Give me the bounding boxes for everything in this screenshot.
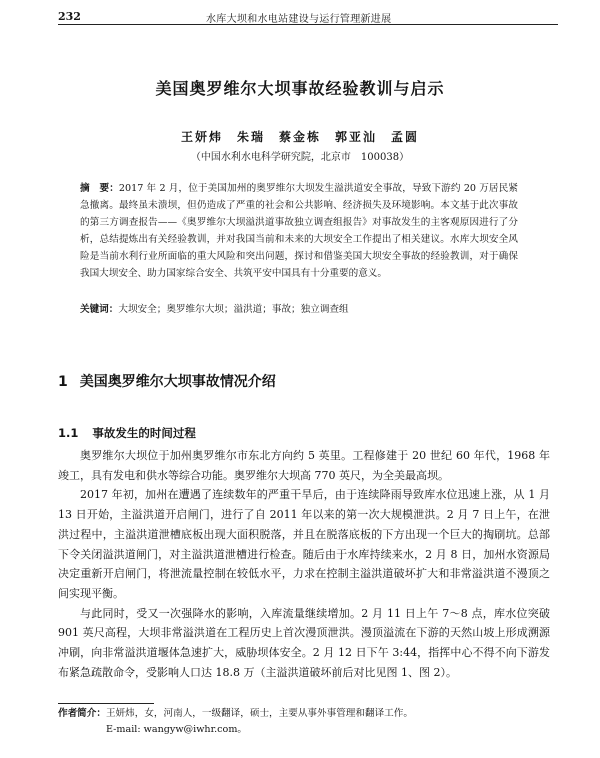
footnote xyxy=(58,706,550,738)
affiliation: （中国水利水电科学研究院，北京市 100038） xyxy=(190,152,410,163)
footnote-author-label: 作者简介： xyxy=(58,708,106,719)
page-number: 232 xyxy=(58,10,81,23)
body-text xyxy=(58,446,550,682)
author-list: 王妍炜 朱瑞 蔡金栋 郭亚汕 孟圆 xyxy=(180,130,419,144)
keywords xyxy=(80,303,518,317)
section-heading xyxy=(58,371,276,391)
subsection-heading xyxy=(58,425,196,441)
subsection-number: 1.1 xyxy=(58,426,79,440)
paragraph: 2017 年初，加州在遭遇了连续数年的严重干旱后，由于连续降雨导致库水位迅速上涨，从 1 月 13 日开始，主溢洪道开启闸门，进行了自 2011 年以来的第一次大规模泄洪。2 月 7 日上午，在泄洪过程中，主溢洪道泄槽底板出现大面积脱落，并且在脱落底板的下方出现一个巨大的掏刷坑。总部下令关闭溢洪道闸门，对主溢洪道泄槽进行检查。随后由于水库持续来水，2 月 8 日，加州水资源局决定重新开启闸门，将泄流量控制在较低水平，力求在控制主溢洪道破坏扩大和非常溢洪道不漫顶之间实现平衡。 xyxy=(58,488,550,600)
running-header xyxy=(58,10,558,25)
subsection-title: 事故发生的时间过程 xyxy=(92,426,196,440)
footnote-author-text: 王妍炜，女，河南人，一级翻译，硕士，主要从事外事管理和翻译工作。 xyxy=(105,708,413,719)
abstract-label: 摘 要： xyxy=(80,183,119,194)
keywords-text: 大坝安全；奥罗维尔大坝；溢洪道；事故；独立调查组 xyxy=(118,304,349,315)
journal-title: 水库大坝和水电站建设与运行管理新进展 xyxy=(206,14,392,25)
paragraph: 奥罗维尔大坝位于加州奥罗维尔市东北方向约 5 英里。工程修建于 20 世纪 60 年代，1968 年竣工，具有发电和供水等综合功能。奥罗维尔大坝高 770 英尺，为全美最高坝。 xyxy=(58,449,550,482)
section-title: 美国奥罗维尔大坝事故情况介绍 xyxy=(79,374,276,390)
section-number: 1 xyxy=(58,374,68,390)
footnote-email[interactable]: E-mail: wangyw@iwhr.com。 xyxy=(106,724,248,735)
abstract xyxy=(80,181,518,282)
paragraph: 与此同时，受又一次强降水的影响，入库流量继续增加。2 月 11 日上午 7～8 点，库水位突破 901 英尺高程，大坝非常溢洪道在工程历史上首次漫顶泄洪。漫顶溢流在下游的天然山坡上形成溯源冲刷，向非常溢洪道堰体急速扩大，威胁坝体安全。2 月 12 日下午 3:44，指挥中心不得不向下游发布紧急疏散命令，受影响人口达 18.8 万（主溢洪道破坏前后对比见图 1、图 2）。 xyxy=(58,606,550,679)
keywords-label: 关键词： xyxy=(80,304,119,315)
paper-title: 美国奥罗维尔大坝事故经验教训与启示 xyxy=(155,79,445,98)
footnote-divider xyxy=(58,703,154,704)
abstract-text: 2017 年 2 月，位于美国加州的奥罗维尔大坝发生溢洪道安全事故，导致下游约 20 万居民紧急撤离。最终虽未溃坝，但仍造成了严重的社会和公共影响、经济损失及环境影响。本文基于此次事故的第三方调查报告——《奥罗维尔大坝溢洪道事故独立调查组报告》对事故发生的主客观原因进行了分析，总结提炼出有关经验教训，并对我国当前和未来的大坝安全工作提出了相关建议。水库大坝安全风险是当前水利行业所面临的重大风险和突出问题，探讨和借鉴美国大坝安全事故的经验教训，对于确保我国大坝安全、助力国家综合安全、共筑平安中国具有十分重要的意义。 xyxy=(80,183,518,279)
